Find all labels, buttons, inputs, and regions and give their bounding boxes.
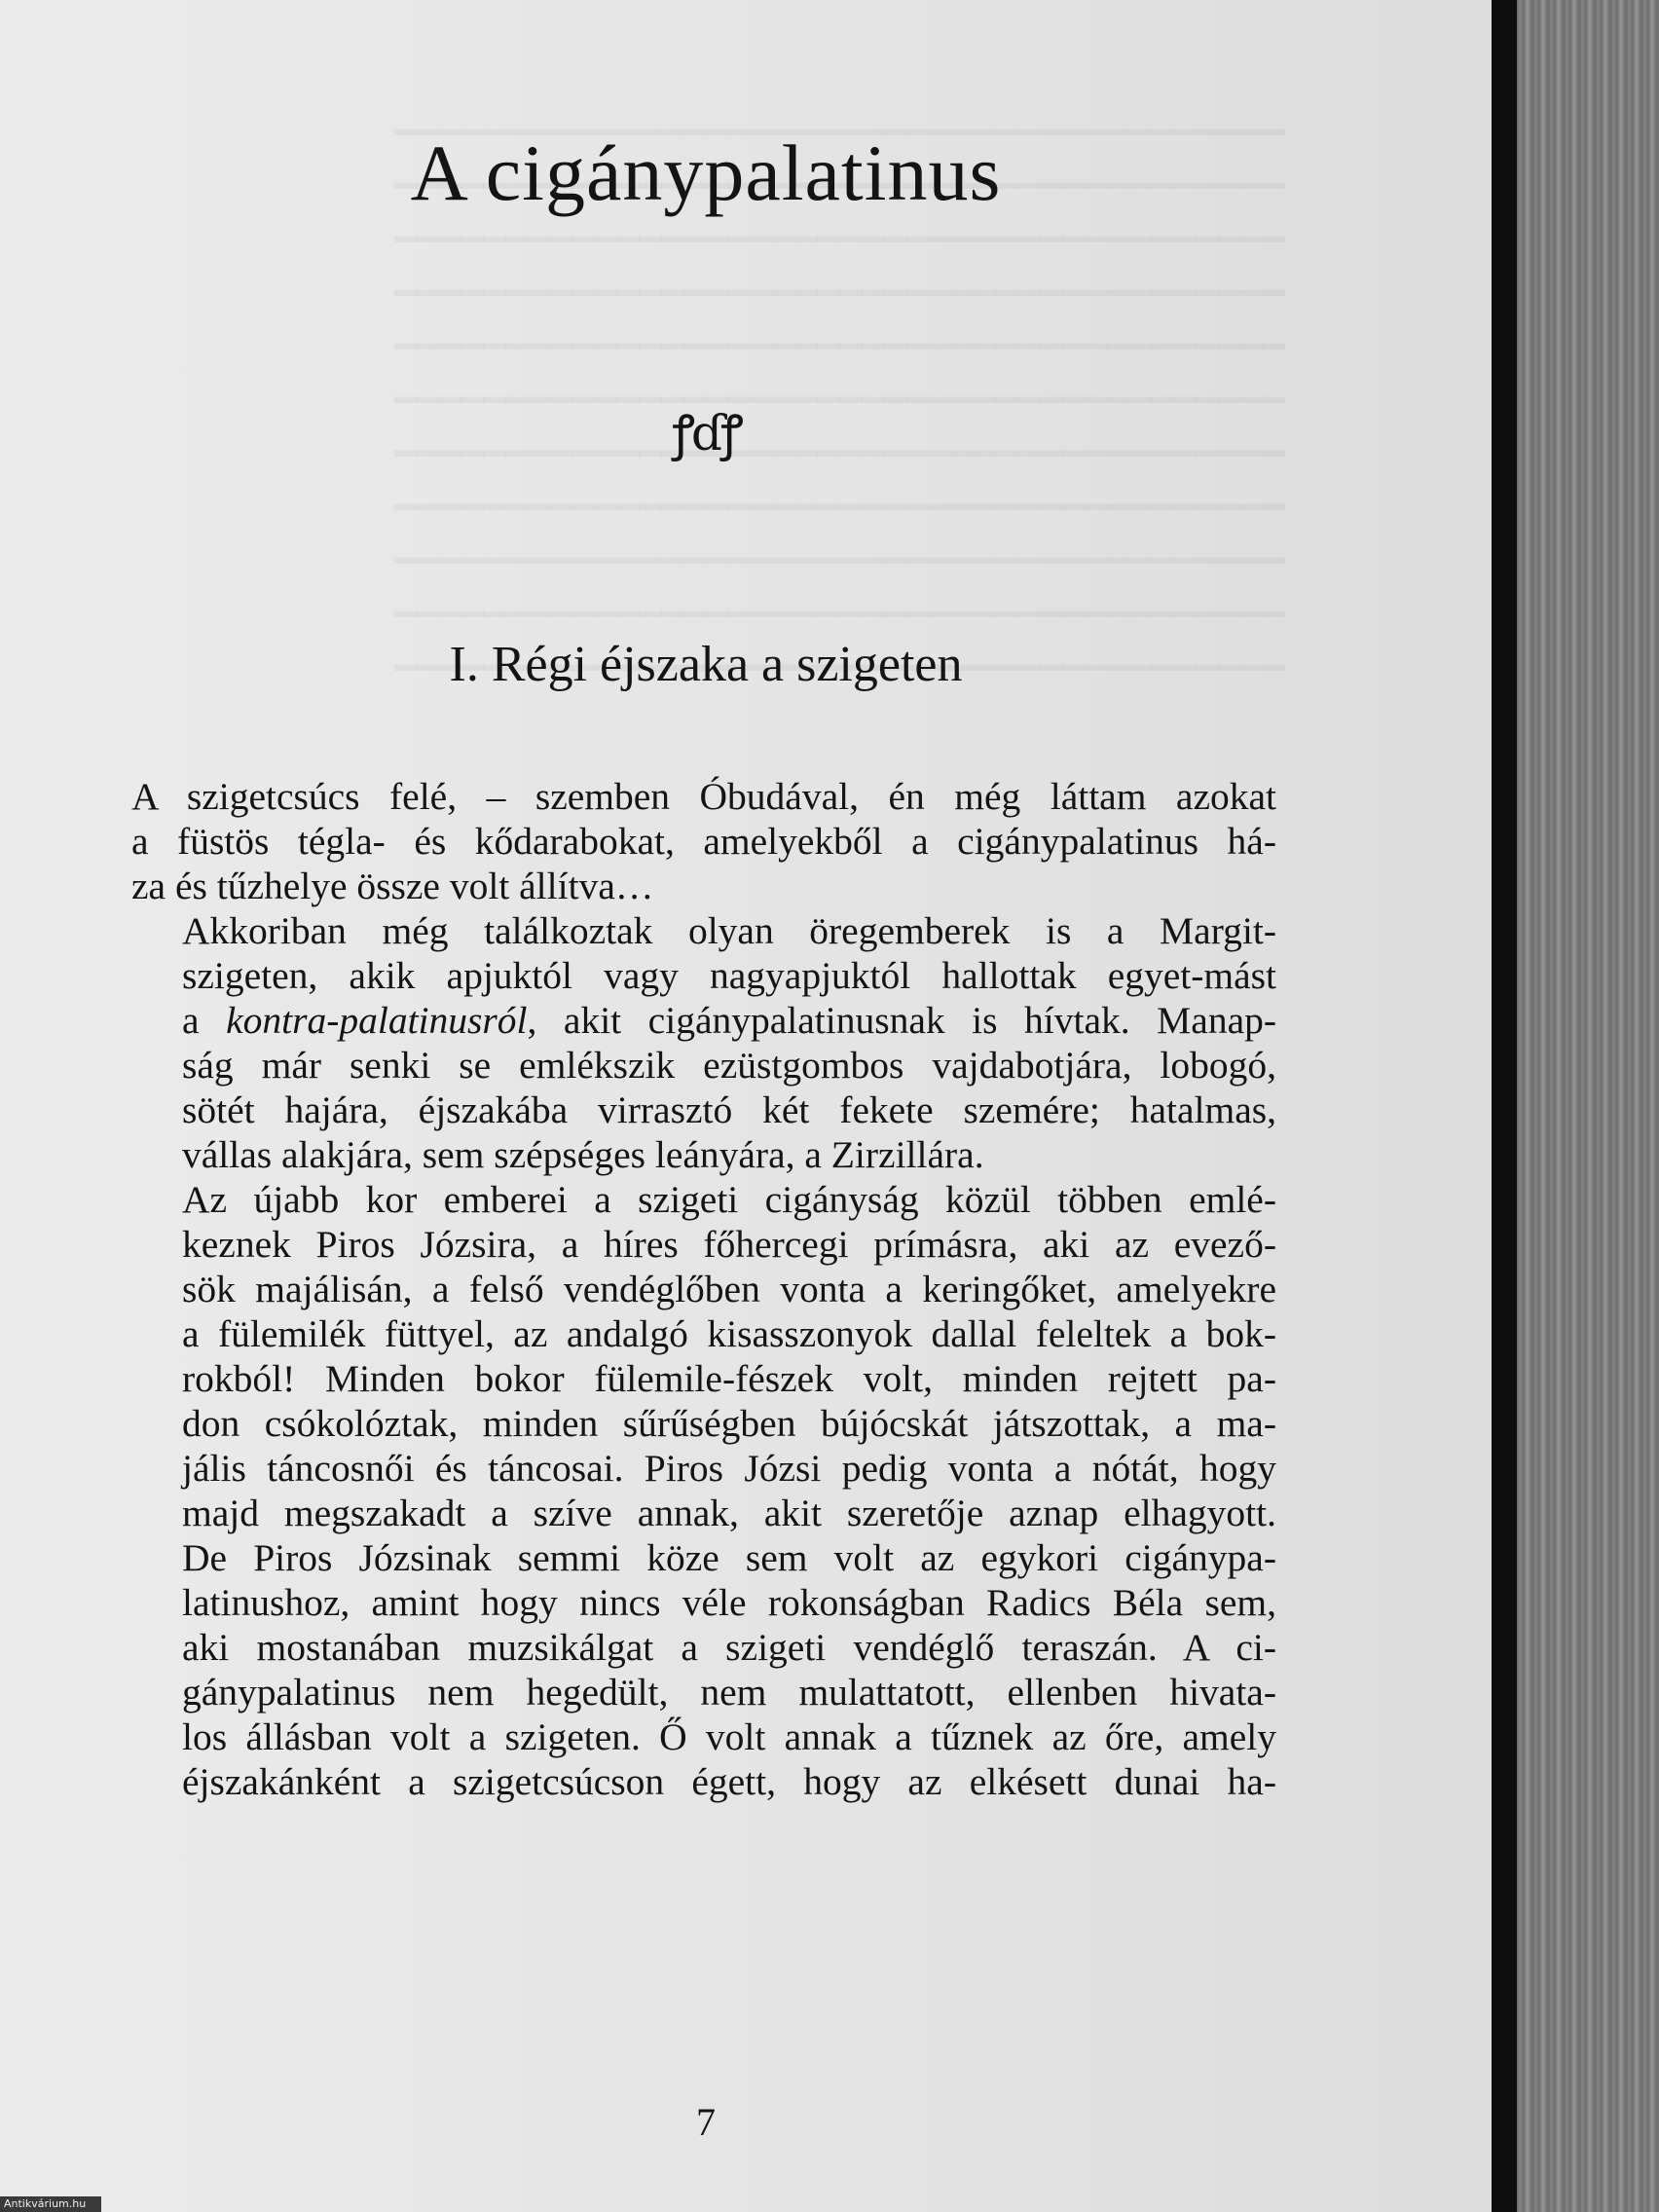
text-line: szigeten, akik apjuktól vagy nagyapjuktól hallottak egyet-mást [182,954,1276,997]
text-line: a füstös tégla- és kődarabokat, amelyekből a cigánypalatinus há- [131,820,1276,863]
page-number: 7 [696,2100,716,2144]
body-text [131,774,1276,1804]
text-line: Az újabb kor emberei a szigeti cigányság közül többen emlé- [182,1178,1276,1221]
text-line: gánypalatinus nem hegedült, nem mulattatott, ellenben hivata- [182,1671,1276,1714]
text-line: vállas alakjára, sem szépséges leányára, a Zirzillára. [182,1133,984,1176]
text-line: sötét hajára, éjszakába virrasztó két fekete szemére; hatalmas, [182,1088,1276,1131]
text-line: don csókolóztak, minden sűrűségben bújócskát játszottak, a ma- [182,1402,1276,1445]
paragraph [131,1177,1276,1535]
page-title: A cigánypalatinus [410,129,1002,217]
text-line: keznek Piros Józsira, a híres főhercegi prímásra, aki az evező- [182,1223,1276,1266]
paragraph [131,774,1276,908]
text-line: za és tűzhelye össze volt állítva… [131,865,654,907]
paragraph [131,908,1276,1177]
background-surface [1517,0,1659,2212]
italic-term: kontra-palatinusról [226,999,528,1042]
text-line: majd megszakadt a szíve annak, akit szeretője aznap elhagyott. [182,1492,1276,1534]
text-line [131,998,1276,1043]
chapter-heading: I. Régi éjszaka a szigeten [449,637,963,692]
text-segment: a [182,999,227,1042]
text-line: A szigetcsúcs felé, – szemben Óbudával, én még láttam azokat [131,775,1276,818]
text-line: sök majálisán, a felső vendéglőben vonta a keringőket, amelyekre [182,1268,1276,1310]
text-line: jális táncosnői és táncosai. Piros Józsi pedig vonta a nótát, hogy [182,1447,1276,1490]
paragraph [131,1535,1276,1804]
text-line: a fülemilék füttyel, az andalgó kisasszonyok dallal feleltek a bok- [182,1312,1276,1355]
text-line: Akkoriban még találkoztak olyan öregemberek is a Margit- [182,909,1276,952]
text-line: éjszakánként a szigetcsúcson égett, hogy az elkésett dunai ha- [182,1760,1276,1803]
watermark: Antikvárium.hu [0,2196,101,2212]
ornament-divider: ꝭɗꝭ [672,405,740,461]
text-line: De Piros Józsinak semmi köze sem volt az egykori cigánypa- [182,1536,1276,1579]
text-line: aki mostanában muzsikálgat a szigeti vendéglő teraszán. A ci- [182,1626,1276,1669]
text-line: latinushoz, amint hogy nincs véle rokonságban Radics Béla sem, [182,1581,1276,1624]
text-segment: , akit cigánypalatinusnak is hívtak. Manap- [527,999,1276,1042]
book-edge [1492,0,1517,2212]
text-line: los állásban volt a szigeten. Ő volt annak a tűznek az őre, amely [182,1715,1276,1758]
text-line: ság már senki se emlékszik ezüstgombos vajdabotjára, lobogó, [182,1044,1276,1087]
text-line: rokból! Minden bokor fülemile-fészek volt, minden rejtett pa- [182,1357,1276,1400]
